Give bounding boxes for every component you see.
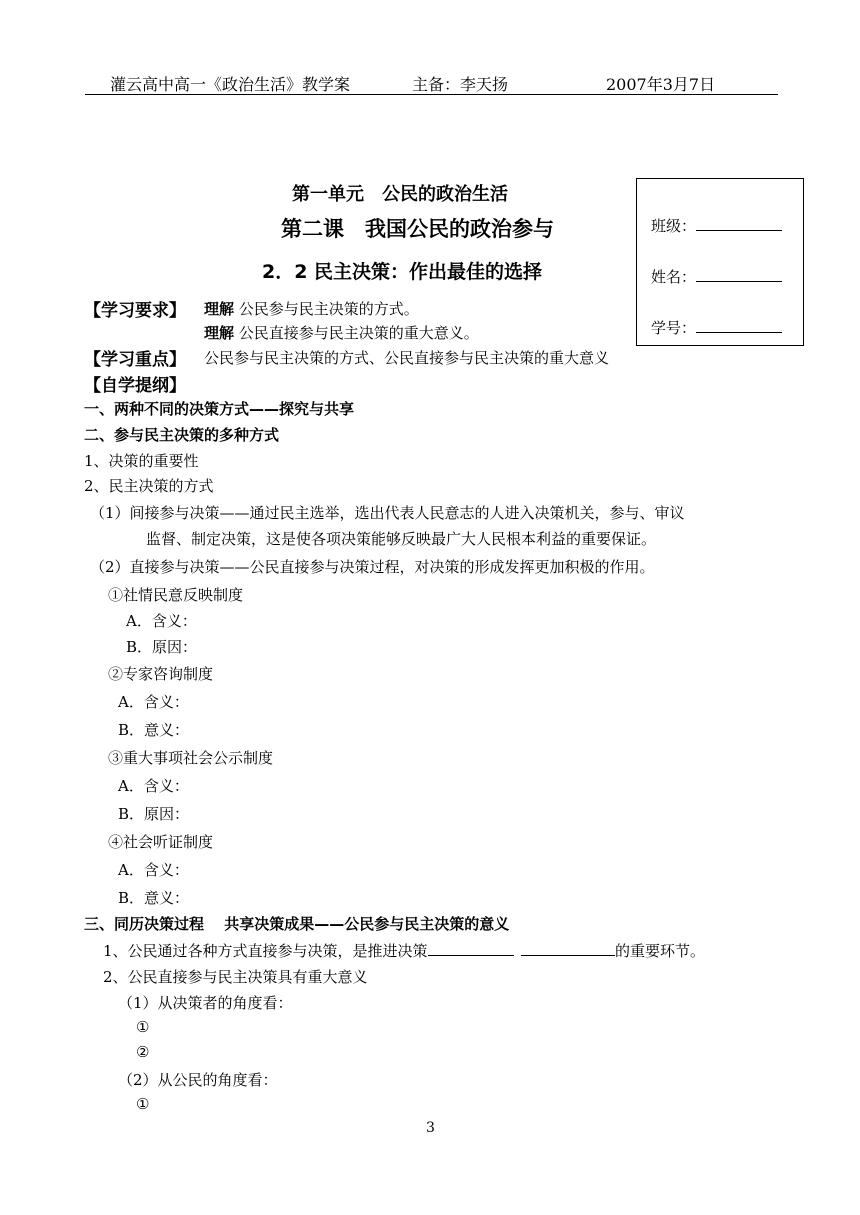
requirement-item-2 xyxy=(204,322,479,343)
name-blank[interactable] xyxy=(696,281,782,282)
header-rule xyxy=(85,94,778,95)
indirect-participation: （1）间接参与决策——通过民主选举，选出代表人民意志的人进入决策机关，参与、审议 xyxy=(90,504,685,522)
direct-participation: （2）直接参与决策——公民直接参与决策过程，对决策的形成发挥更加积极的作用。 xyxy=(90,558,655,576)
system-4-meaning: A．含义： xyxy=(118,861,189,879)
header-date: 2007年3月7日 xyxy=(606,75,716,94)
requirement-verb: 理解 xyxy=(204,300,235,318)
name-label: 姓名： xyxy=(651,268,697,286)
view-decision-maker: （1）从决策者的角度看： xyxy=(118,994,293,1012)
section-heading-1: 一、两种不同的决策方式——探究与共享 xyxy=(84,400,355,418)
key-points-label: 【学习重点】 xyxy=(84,350,186,370)
page-number: 3 xyxy=(426,1120,435,1136)
system-2-meaning: A．含义： xyxy=(118,693,189,711)
id-label: 学号： xyxy=(651,319,697,337)
section-heading-3: 三、同历决策过程 共享决策成果——公民参与民主决策的意义 xyxy=(84,915,510,933)
view-decision-maker-1: ① xyxy=(136,1018,150,1036)
class-blank[interactable] xyxy=(696,230,782,231)
system-1-reason: B．原因： xyxy=(126,638,198,656)
outline-label: 【自学提纲】 xyxy=(84,376,186,396)
system-2: ②专家咨询制度 xyxy=(108,665,214,683)
name-field[interactable] xyxy=(651,266,782,287)
view-citizen: （2）从公民的角度看： xyxy=(118,1071,278,1089)
system-2-significance: B．意义： xyxy=(118,721,190,739)
id-blank[interactable] xyxy=(696,332,782,333)
requirement-item-1 xyxy=(204,298,419,319)
unit-title: 第一单元 公民的政治生活 xyxy=(292,184,508,205)
key-points-text: 公民参与民主决策的方式、公民直接参与民主决策的重大意义 xyxy=(204,349,610,367)
view-citizen-1: ① xyxy=(136,1095,150,1113)
system-1: ①社情民意反映制度 xyxy=(108,586,244,604)
system-4-significance: B．意义： xyxy=(118,889,190,907)
indirect-participation-cont: 监督、制定决策，这是使各项决策能够反映最广大人民根本利益的重要保证。 xyxy=(146,530,657,548)
fill-blank-1[interactable] xyxy=(428,955,514,956)
header-school: 灌云高中高一《政治生活》教学案 xyxy=(110,75,351,94)
significance-1-pre: 1、公民通过各种方式直接参与决策，是推进决策 xyxy=(103,942,428,960)
student-info-box xyxy=(636,178,804,346)
system-1-meaning: A．含义： xyxy=(126,612,197,630)
requirement-text: 公民直接参与民主决策的重大意义。 xyxy=(238,324,479,342)
significance-2: 2、公民直接参与民主决策具有重大意义 xyxy=(103,968,368,986)
item-importance: 1、决策的重要性 xyxy=(84,452,199,470)
system-3-reason: B．原因： xyxy=(118,805,190,823)
fill-blank-2[interactable] xyxy=(521,955,615,956)
significance-1-post: 的重要环节。 xyxy=(615,942,706,960)
header-author: 主备：李天扬 xyxy=(412,75,509,94)
class-label: 班级： xyxy=(651,217,697,235)
id-field[interactable] xyxy=(651,317,782,338)
section-heading-2: 二、参与民主决策的多种方式 xyxy=(84,426,280,444)
item-methods: 2、民主决策的方式 xyxy=(84,477,214,495)
section-title: 2．2 民主决策：作出最佳的选择 xyxy=(262,261,543,283)
system-4: ④社会听证制度 xyxy=(108,833,214,851)
requirement-text: 公民参与民主决策的方式。 xyxy=(238,300,419,318)
view-decision-maker-2: ② xyxy=(136,1043,150,1061)
class-field[interactable] xyxy=(651,215,782,236)
system-3-meaning: A．含义： xyxy=(118,777,189,795)
requirement-verb: 理解 xyxy=(204,324,235,342)
lesson-title: 第二课 我国公民的政治参与 xyxy=(281,217,554,241)
requirements-label: 【学习要求】 xyxy=(84,301,186,321)
significance-1 xyxy=(103,940,705,961)
system-3: ③重大事项社会公示制度 xyxy=(108,749,274,767)
